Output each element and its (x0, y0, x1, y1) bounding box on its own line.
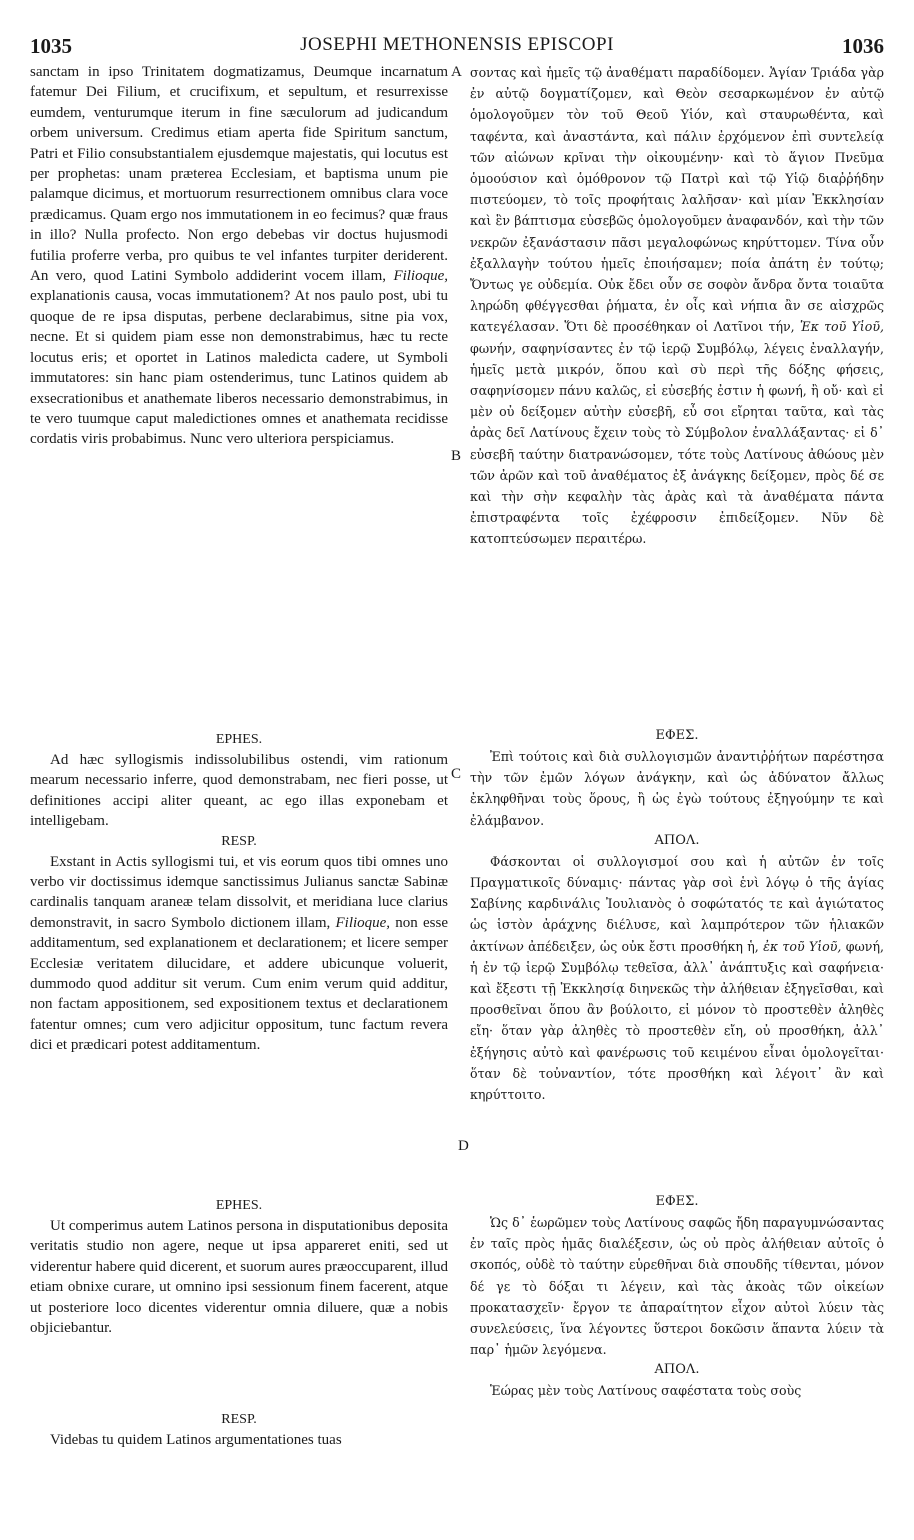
latin-paragraph: Ut comperimus autem Latinos persona in disputationibus deposita veritatis studio non agere, neque ut ipsa appareret eniti, sed ut viderentur habere quid dicerent, et suorum aures præoccuparent, illud etiam obnixe curare, ut omnino ipsi sessionum finem facerent, atque ut posteriore loco dicentes viderentur omnia diluere, quæ a nobis objiciebantur. (30, 1218, 448, 1337)
latin-paragraph: Ad hæc syllogismis indissolubilibus ostendi, vim rationum mearum necessario inferre, quod demonstrabam, nec fieri posse, ut definitiones accipi aliter queant, ac ego illas exponebam et intelligebam. (30, 752, 448, 830)
right-page-number: 1036 (842, 34, 884, 58)
greek-paragraph: Ἑώρας μὲν τοὺς Λατίνους σαφέστατα τοὺς σοὺς (490, 1383, 802, 1399)
latin-speaker-heading: RESP. (221, 833, 257, 849)
greek-paragraph: Φάσκονται οἱ συλλογισμοί σου καὶ ἡ αὐτῶν ἐν τοῖς Πραγματικοῖς δύναμις· πάντας γὰρ σοὶ ἑνὶ λόγῳ ὁ τῆς ἁγίας Σαβίνης καρδινάλις Ἰουλιανὸς ὁ σοφώτατός τε καὶ ἁγιώτατος ὡς ἱστὸν ἀράχνης διέλυσε, καὶ λαμπρότερον τῶν ἡλιακῶν ἀκτίνων ἀπέδειξεν, ὡς οὐκ ἔστι προσθήκη ἡ, ἐκ τοῦ Υἱοῦ, φωνή, ἡ ἐν τῷ ἱερῷ Συμβόλῳ τεθεῖσα, ἀλλ᾽ ἀνάπτυξις καὶ σαφήνεια· καὶ ἔξεστι τῇ Ἐκκλησίᾳ διηνεκῶς τὴν ἀλήθειαν ἐξηγεῖσθαι, καὶ προσθεῖναι ὅπου ἂν βούλοιτο, εἰ μόνον τὸ προστεθὲν ἀληθὲς εἴη· ὅταν γὰρ ἀληθὲς τὸ προστεθὲν εἴη, οὐ προσθήκη, ἀλλ᾽ ἐξήγησις αὐτὸ καὶ φανέρωσις τοῦ κειμένου εἶναι ὁμολογεῖται· ὅταν δὲ τοὐναντίον, τότε προσθήκη καὶ λέγοιτ᾽ ἂν καὶ κηρύττοιτο. (470, 853, 884, 1103)
latin-paragraph: Exstant in Actis syllogismi tui, et vis eorum quos tibi omnes uno verbo vir doctissimus idemque sanctissimus Julianus sanctæ Sabinæ cardinalis tanquam araneæ telam dissolvit, et meridiana luce clarius demonstravit, in sacro Symbolo dictionem illam, Filioque, non esse additamentum, sed explanationem et declarationem; et licere semper Ecclesiæ veritatem dilucidare, et addere ubicunque voluerit, dummodo quod additur sit verum. Cum enim verum quid additur, non factam appositionem, sed expositionem textus et declarationem fatentur omnes; cum vero adjicitur oppositum, tunc factum revera dici et prædicari potest additamentum. (30, 853, 449, 1054)
greek-paragraph: Ὡς δ᾽ ἑωρῶμεν τοὺς Λατίνους σαφῶς ἤδη παραγυμνώσαντας ἐν ταῖς πρὸς ἡμᾶς διαλέξεσιν, ὡς οὐ πρὸς ἀλήθειαν αὐτοῖς ὁ σκοπός, οὐδὲ τὸ ταύτην εὑρεθῆναι διὰ σπουδῆς τίθενται, μόνον δέ γε τὸ δόξαι τι λέγειν, καὶ τὰς ἀκοὰς τῶν οἰκείων προκατασχεῖν· ἔργον τε ἀπαραίτητον εἶχον αὐτοὶ λύειν τὰς συνελεύσεις, ἵνα λέγοντες ὕστεροι δοκῶσιν ἅπαντα λύειν τὰ παρ᾽ ἡμῶν λεγόμενα. (470, 1215, 884, 1358)
margin-letter-b: B (451, 448, 462, 464)
greek-section-3 (470, 1192, 884, 1402)
latin-speaker-heading: EPHES. (215, 732, 263, 747)
greek-section-1 (470, 62, 884, 550)
latin-speaker-heading: EPHES. (215, 1198, 263, 1213)
greek-paragraph: Ἐπὶ τούτοις καὶ διὰ συλλογισμῶν ἀναντιῤῥήτων παρέστησα τὴν τῶν ἐμῶν λόγων ἀνάγκην, καὶ ὡς ἀδύνατον ἄλλως ἐκληφθῆναι τοὺς ὅρους, ἢ ὡς ἐγὼ τούτους ἐξηγούμην τε καὶ ἐλάμβανον. (470, 749, 884, 828)
latin-speaker-heading: RESP. (221, 1412, 257, 1427)
greek-speaker-heading: ΕΦΕΣ. (655, 728, 699, 743)
left-page-number: 1035 (30, 34, 72, 58)
latin-section-4 (30, 1410, 448, 1450)
running-header (30, 34, 884, 60)
latin-paragraph: Videbas tu quidem Latinos argumentationes tuas (50, 1432, 342, 1448)
greek-speaker-heading: ΑΠΟΛ. (654, 832, 700, 848)
greek-section-2 (470, 726, 884, 1105)
margin-letter-d: D (458, 1138, 469, 1154)
latin-section-1 (30, 62, 448, 450)
latin-section-2 (30, 730, 448, 1056)
greek-speaker-heading: ΕΦΕΣ. (655, 1194, 699, 1209)
running-title: JOSEPHI METHONENSIS EPISCOPI (300, 34, 614, 55)
margin-letter-c: C (451, 766, 462, 782)
greek-paragraph: σοντας καὶ ἡμεῖς τῷ ἀναθέματι παραδίδομεν. Ἁγίαν Τριάδα γὰρ ἐν αὐτῷ δογματίζομεν, καὶ Θεὸν σεσαρκωμένον ἐν αὐτῷ ὁμολογοῦμεν τὸν τοῦ Θεοῦ Υἱόν, καὶ σταυρωθέντα, καὶ ταφέντα, καὶ ἀναστάντα, καὶ πάλιν ἐρχόμενον ἐπὶ συντελείᾳ τῶν αἰώνων κρῖναι τὴν οἰκουμένην· καὶ τὸ ἅγιον Πνεῦμα ὁμοούσιον καὶ ὁμόθρονον τῷ Πατρὶ καὶ τῷ Υἱῷ διαῤῥήδην πιστεύομεν, τὸ τοῖς προφήταις λαλῆσαν· καὶ μίαν Ἐκκλησίαν καὶ ἓν βάπτισμα εὐσεβῶς ὁμολογοῦμεν ἀναφανδόν, καὶ τὴν τῶν νεκρῶν ἐξανάστασιν πᾶσι μεγαλοφώνως κηρύττομεν. Τίνα οὖν ἐξαλλαγὴν τούτου ἡμεῖς ἐποιήσαμεν; ποία ἀπάτη ἐν τούτῳ; Ὄντως γε οὐδεμία. Οὐκ ἔδει οὖν σε σοφὸν ἄνδρα ὄντα τοιαῦτα ληρώδη φθέγγεσθαι ῥήματα, ἐν οἷς καὶ νήπια ἂν σε αἰσχρῶς κατεγέλασαν. Ὅτι δὲ προσέθηκαν οἱ Λατῖνοι τήν, Ἐκ τοῦ Υἱοῦ, φωνήν, σαφηνίσαντες ἐν τῷ ἱερῷ Συμβόλῳ, λέγεις ἐναλλαγήν, ἡμεῖς μετὰ μικρόν, ὅπου καὶ σὺ περὶ τῆς δόξης φήσεις, σαφηνίσομεν πάνυ καλῶς, εἰ εὐσεβής ἐστιν ἡ φωνή, ἢ οὔ· καὶ εἰ μὲν οὐ δείξομεν αὐτὴν εὐσεβῆ, εὖ σοι εἴρηται ταῦτα, καὶ τὰς ἀρὰς δεῖ Λατίνους ἔχειν τοὺς τὸ Σύμβολον ἐναλλάξαντας· εἰ δ᾽ εὐσεβῆ ταύτην διατρανώσομεν, τότε τοὺς Λατίνους ἀθώους μὲν τῶν ἀρῶν καὶ τοῦ ἀναθέματος ἐξ ἀνάγκης δείξομεν, πρὸς δέ σε καὶ τὴν σὴν κεφαλὴν τὰς ἀρὰς καὶ τὰ ἀναθέματα πάντα ἐπιστραφέντα τοῖς ἐχέφροσιν ἐπιδείξομεν. Νῦν δὲ κατοπτεύσωμεν περαιτέρω. (470, 65, 884, 547)
margin-letter-a: A (451, 64, 462, 80)
latin-paragraph: sanctam in ipso Trinitatem dogmatizamus, Deumque incarnatum fatemur Dei Filium, et crucifixum, et sepultum, et resurrexisse eumdem, venturumque iterum in fine sæculorum ad judicandum orbem universum. Credimus etiam aperta fide Spiritum sanctum, Patri et Filio consubstantialem ejusdemque majestatis, qui locutus est per prophetas: unam præterea Ecclesiam, et baptisma unum pie palamque dicimus, et mortuorum resurrectionem omnibus clara voce prædicamus. Quam ergo nos immutationem in eo fecimus? quæ fraus in illo? Nulla profecto. Non ergo debebas vir doctus hujusmodi futilia proferre verba, pro quibus te vel infantes turpiter deriderent. An vero, quod Latini Symbolo addiderint vocem illam, Filioque, explanationis causa, vocas immutationem? At nos paulo post, ubi tu quoque de re ipsa disputas, perbene declarabimus, sitne pia vox, necne. Et si quidem piam esse non demonstrabimus, hæc tu recte locutus eris; et oportet in Latinos maledicta cadere, ut Symboli immutatores: sin hanc piam ostenderimus, tunc Latinos quidem ab exsecrationibus et anathemate liberos necessario demonstrabimus, in te vero tuumque caput maledictiones omnes et anathemata recidisse cordatis viris probabimus. Nunc vero ulteriora perspiciamus. (30, 64, 449, 448)
greek-speaker-heading: ΑΠΟΛ. (654, 1362, 700, 1378)
latin-section-3 (30, 1196, 448, 1338)
